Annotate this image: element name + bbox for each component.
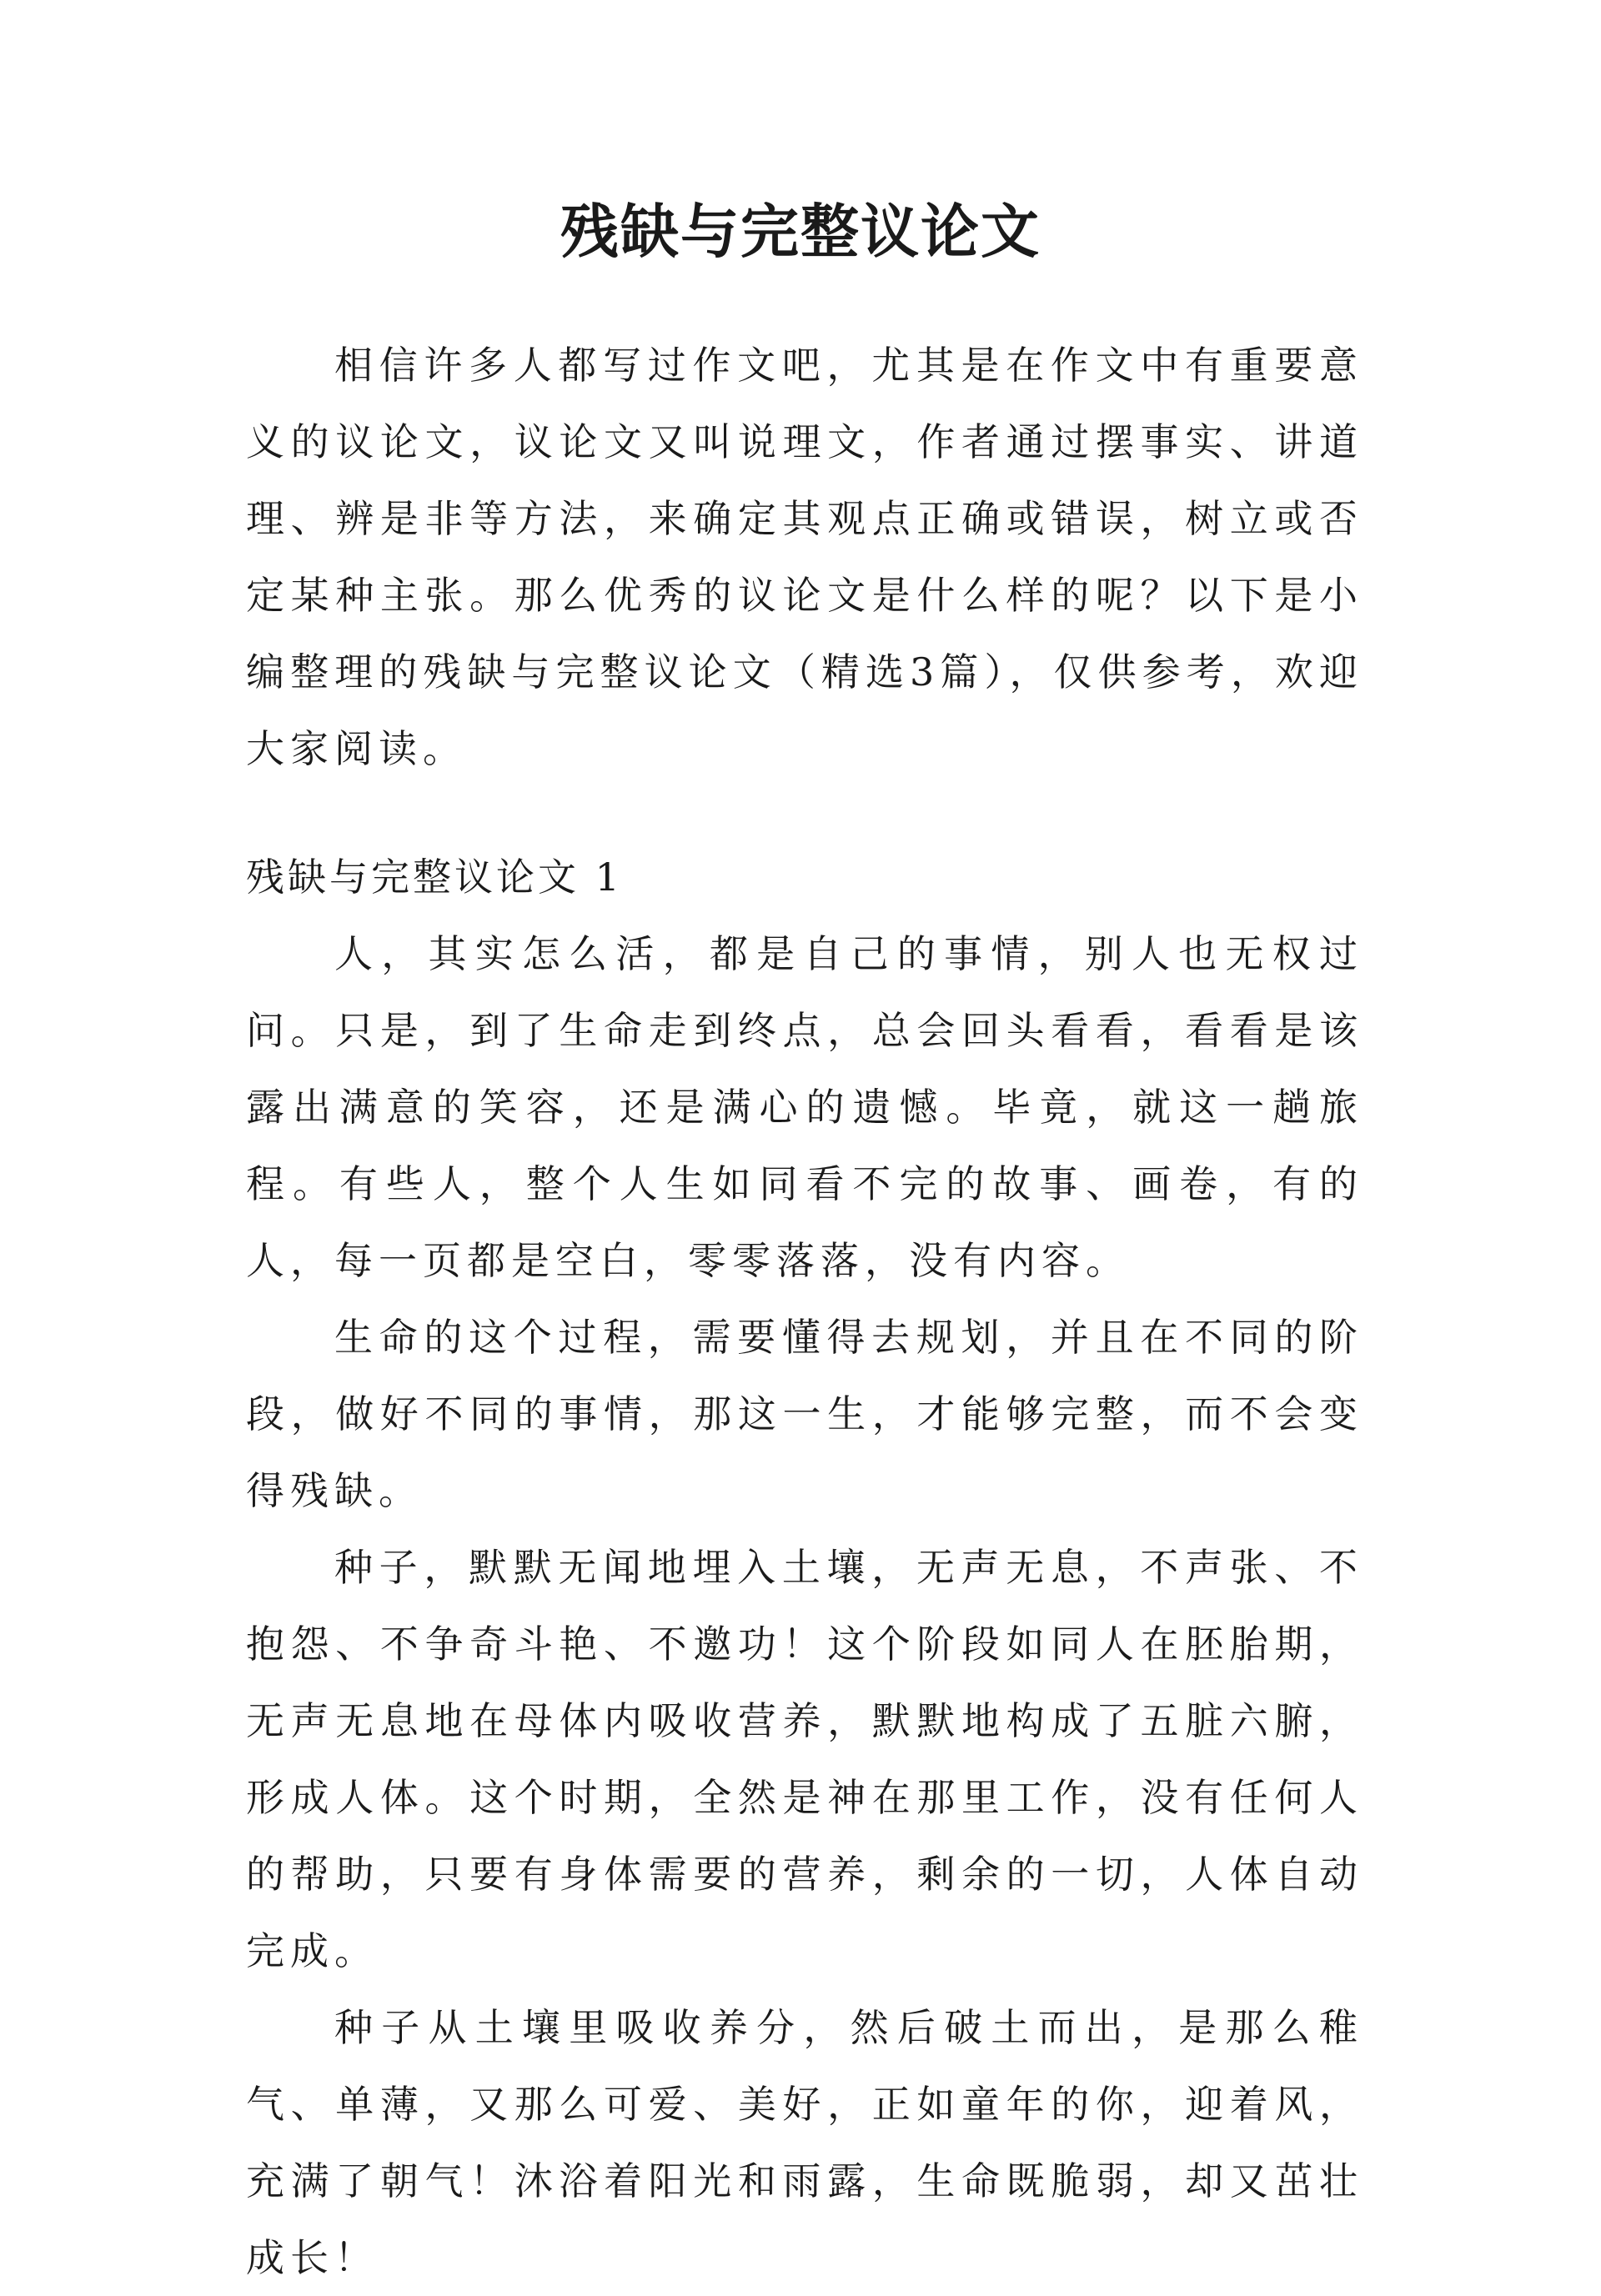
section-heading: 残缺与完整议论文 1 [246, 855, 623, 900]
body-paragraph: 人，其实怎么活，都是自己的事情，别人也无权过问。只是，到了生命走到终点，总会回头看看，看看是该露出满意的笑容，还是满心的遗憾。毕竟，就这一趟旅程。有些人，整个人生如同看不完的故事、画卷，有的人，每一页都是空白，零零落落，没有内容。 [246, 931, 1363, 1283]
body-paragraph: 种子从土壤里吸收养分，然后破土而出，是那么稚气、单薄，又那么可爱、美好，正如童年的你，迎着风，充满了朝气！沐浴着阳光和雨露，生命既脆弱，却又茁壮成长！ [246, 2005, 1363, 2280]
body-paragraph: 生命的这个过程，需要懂得去规划，并且在不同的阶段，做好不同的事情，那这一生，才能够完整，而不会变得残缺。 [246, 1315, 1363, 1513]
intro-paragraph: 相信许多人都写过作文吧，尤其是在作文中有重要意义的议论文，议论文又叫说理文，作者通过摆事实、讲道理、辨是非等方法，来确定其观点正确或错误，树立或否定某种主张。那么优秀的议论文是什么样的呢？以下是小编整理的残缺与完整议论文（精选3篇），仅供参考，欢迎大家阅读。 [246, 343, 1363, 771]
body-paragraph: 种子，默默无闻地埋入土壤，无声无息，不声张、不抱怨、不争奇斗艳、不邀功！这个阶段如同人在胚胎期，无声无息地在母体内吸收营养，默默地构成了五脏六腑，形成人体。这个时期，全然是神在那里工作，没有任何人的帮助，只要有身体需要的营养，剩余的一切，人体自动完成。 [246, 1545, 1363, 1973]
document-title: 残缺与完整议论文 [560, 198, 1041, 266]
document-body [246, 327, 1363, 2296]
